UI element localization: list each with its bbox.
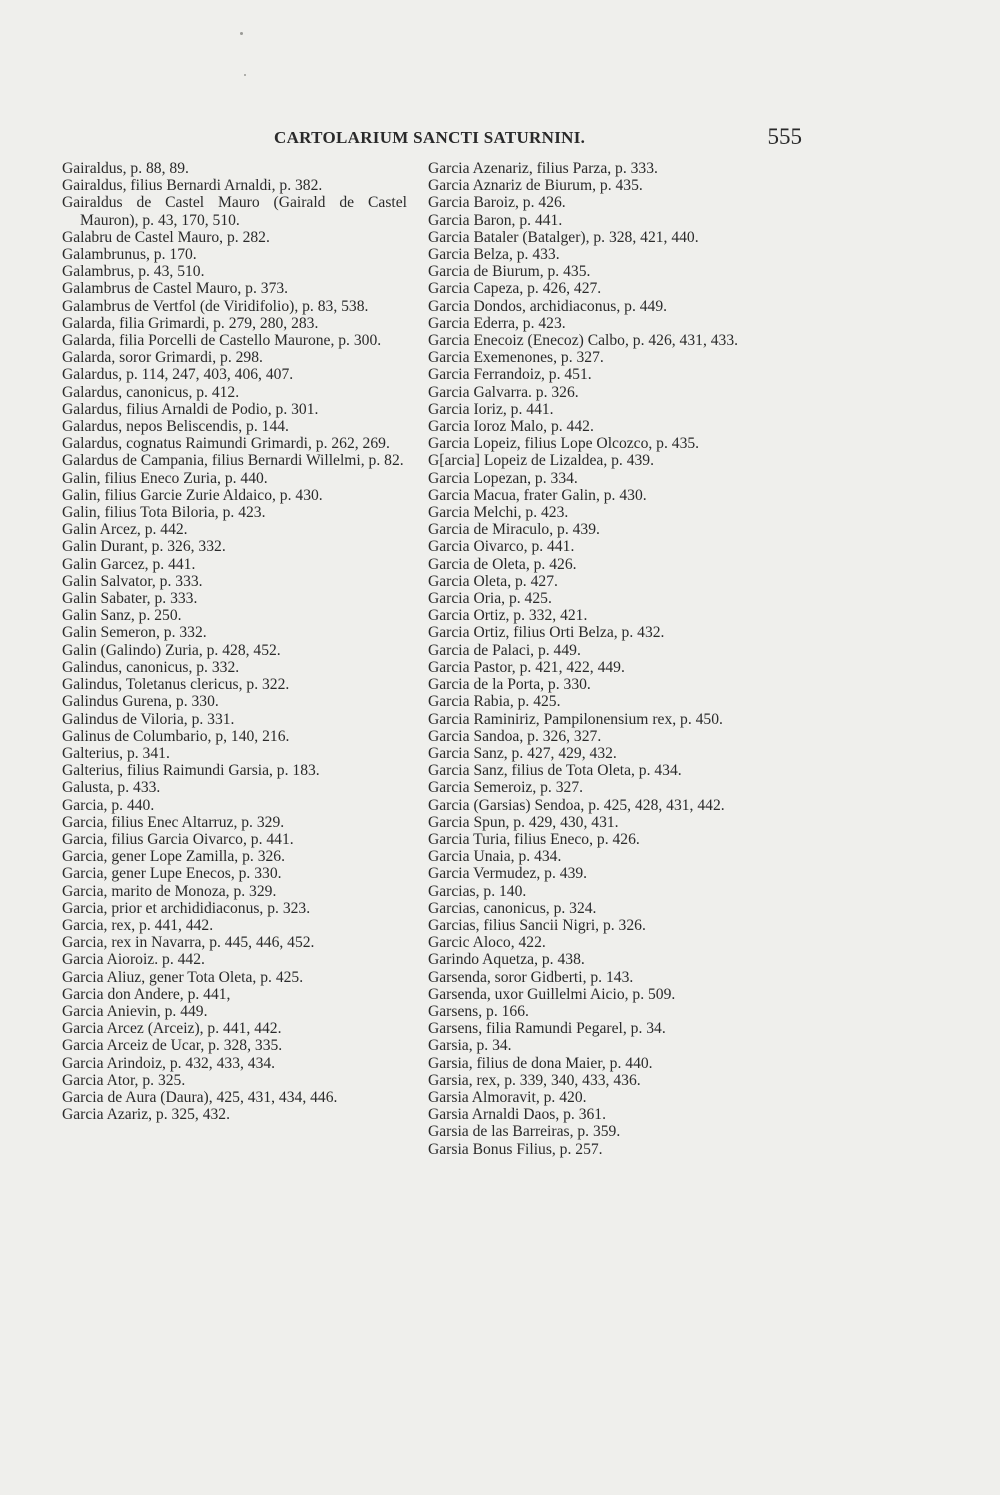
index-entry: Garcia Aznariz de Biurum, p. 435. [428, 177, 643, 195]
index-entry: Galarda, filia Porcelli de Castello Maurone, p. 300. [62, 332, 382, 350]
index-entry: Garcia (Garsias) Sendoa, p. 425, 428, 431, 442. [428, 796, 725, 814]
index-entry: Garcia Aliuz, gener Tota Oleta, p. 425. [62, 968, 304, 986]
index-entry: Garcia de Aura (Daura), 425, 431, 434, 446. [62, 1088, 338, 1106]
index-entry: Gairaldus de Castel Mauro (Gairald de Castel Mauron), p. 43, 170, 510. [62, 194, 407, 229]
index-entry: Galardus, nepos Beliscendis, p. 144. [62, 418, 289, 436]
index-entry: Galin Sanz, p. 250. [62, 607, 182, 625]
index-entry: Garsenda, uxor Guillelmi Aicio, p. 509. [428, 985, 676, 1003]
index-entry: Garcia Ator, p. 325. [62, 1071, 186, 1089]
index-entry: Garcia Macua, frater Galin, p. 430. [428, 486, 647, 504]
index-entry: Garsia Almoravit, p. 420. [428, 1088, 587, 1106]
index-entry: Garcia Arceiz de Ucar, p. 328, 335. [62, 1037, 283, 1055]
index-entry: Garcias, p. 140. [428, 882, 527, 900]
index-entry: Garcia Rabia, p. 425. [428, 693, 561, 711]
index-entry: Galambrus, p. 43, 510. [62, 263, 205, 281]
index-entry: Galin, filius Tota Biloria, p. 423. [62, 504, 266, 522]
index-entry: Garcia de Oleta, p. 426. [428, 555, 577, 573]
index-column-right [428, 160, 773, 1158]
page-header [60, 124, 802, 154]
index-entry: Garcia Pastor, p. 421, 422, 449. [428, 658, 625, 676]
index-entry: Galindus, canonicus, p. 332. [62, 658, 240, 676]
index-entry: Garcia Lopezan, p. 334. [428, 469, 578, 487]
index-entry: Garcia, prior et archididiaconus, p. 323. [62, 899, 311, 917]
index-entry: Garcia, filius Garcia Oivarco, p. 441. [62, 830, 294, 848]
index-entry: Galin (Galindo) Zuria, p. 428, 452. [62, 641, 281, 659]
index-entry: Garcia, marito de Monoza, p. 329. [62, 882, 277, 900]
index-entry: Garcia Azariz, p. 325, 432. [62, 1106, 231, 1124]
index-entry: Garcia Capeza, p. 426, 427. [428, 280, 602, 298]
index-entry: Garsia Bonus Filius, p. 257. [428, 1140, 603, 1158]
index-entry: Garcia Ederra, p. 423. [428, 314, 566, 332]
index-entry: Garcia Aioroiz. p. 442. [62, 951, 205, 969]
index-entry: Garcias, canonicus, p. 324. [428, 899, 597, 917]
index-entry: Garcic Aloco, 422. [428, 934, 546, 952]
index-entry: Galindus, Toletanus clericus, p. 322. [62, 676, 290, 694]
page-number: 555 [767, 124, 802, 149]
index-entry: Garcia Sanz, filius de Tota Oleta, p. 434. [428, 762, 682, 780]
index-entry: Garcia Anievin, p. 449. [62, 1002, 208, 1020]
index-entry: Galterius, filius Raimundi Garsia, p. 183. [62, 762, 320, 780]
index-entry: Garcia Belza, p. 433. [428, 246, 560, 264]
index-entry: Galambrunus, p. 170. [62, 246, 197, 264]
index-entry: Galin Semeron, p. 332. [62, 624, 207, 642]
index-entry: Galusta, p. 433. [62, 779, 161, 797]
index-entry: Garcia don Andere, p. 441, [62, 985, 231, 1003]
index-entry: Garsia, p. 34. [428, 1037, 512, 1055]
index-entry: Galin Durant, p. 326, 332. [62, 538, 226, 556]
index-entry: Galindus de Viloria, p. 331. [62, 710, 235, 728]
index-entry: Garsia, rex, p. 339, 340, 433, 436. [428, 1071, 641, 1089]
index-entry: Garcia, rex in Navarra, p. 445, 446, 452. [62, 934, 315, 952]
index-entry: Garcia Baroiz, p. 426. [428, 194, 566, 212]
index-entry: Garcia Spun, p. 429, 430, 431. [428, 813, 619, 831]
index-entry: Garcia Semeroiz, p. 327. [428, 779, 584, 797]
index-entry: Garcia de Biurum, p. 435. [428, 263, 591, 281]
index-entry: Galardus, canonicus, p. 412. [62, 383, 240, 401]
index-entry: Galambrus de Vertfol (de Viridifolio), p. 83, 538. [62, 297, 369, 315]
index-entry: Galarda, filia Grimardi, p. 279, 280, 283. [62, 314, 319, 332]
index-entry: Garcia Oleta, p. 427. [428, 572, 558, 590]
index-entry: Galabru de Castel Mauro, p. 282. [62, 228, 270, 246]
running-title: CARTOLARIUM SANCTI SATURNINI. [274, 128, 586, 147]
index-entry: Galardus, cognatus Raimundi Grimardi, p. 262, 269. [62, 435, 390, 453]
index-entry: Garcia Sandoa, p. 326, 327. [428, 727, 602, 745]
index-entry: Garcia Unaia, p. 434. [428, 848, 562, 866]
index-entry: Garcia Sanz, p. 427, 429, 432. [428, 744, 617, 762]
index-entry: Garsia, filius de dona Maier, p. 440. [428, 1054, 653, 1072]
index-entry: Galardus de Campania, filius Bernardi Willelmi, p. 82. [62, 452, 404, 470]
index-entry: Galin Sabater, p. 333. [62, 590, 198, 608]
index-entry: Galindus Gurena, p. 330. [62, 693, 219, 711]
index-entry: Garcia Enecoiz (Enecoz) Calbo, p. 426, 431, 433. [428, 332, 739, 350]
index-entry: Galambrus de Castel Mauro, p. 373. [62, 280, 289, 298]
index-entry: Galin Arcez, p. 442. [62, 521, 188, 539]
index-entry: Garcia Ortiz, p. 332, 421. [428, 607, 588, 625]
index-entry: Garcia, p. 440. [62, 796, 155, 814]
index-entry: Garcia Melchi, p. 423. [428, 504, 569, 522]
index-entry: Garcia Arcez (Arceiz), p. 441, 442. [62, 1020, 282, 1038]
index-entry: Galterius, p. 341. [62, 744, 170, 762]
index-entry: Galin Salvator, p. 333. [62, 572, 203, 590]
index-entry: Garcia de la Porta, p. 330. [428, 676, 591, 694]
ink-speck [240, 32, 243, 35]
index-entry: Garcia Dondos, archidiaconus, p. 449. [428, 297, 668, 315]
index-entry: Gairaldus, p. 88, 89. [62, 160, 189, 177]
index-entry: Garsia de las Barreiras, p. 359. [428, 1123, 621, 1141]
index-entry: Garcia Ortiz, filius Orti Belza, p. 432. [428, 624, 665, 642]
index-entry: Garcia Galvarra. p. 326. [428, 383, 579, 401]
index-entry: Garcia Bataler (Batalger), p. 328, 421, 440. [428, 228, 699, 246]
index-entry: Garcia Lopeiz, filius Lope Olcozco, p. 435. [428, 435, 700, 453]
index-entry: Garsenda, soror Gidberti, p. 143. [428, 968, 634, 986]
index-entry: Garcia, rex, p. 441, 442. [62, 916, 214, 934]
index-column-left [62, 160, 407, 1123]
index-entry: Galin, filius Eneco Zuria, p. 440. [62, 469, 268, 487]
index-entry: Garcia Ioroz Malo, p. 442. [428, 418, 594, 436]
index-entry: Garcia, gener Lope Zamilla, p. 326. [62, 848, 285, 866]
index-entry: Garcia Ferrandoiz, p. 451. [428, 366, 592, 384]
index-entry: Garcia Ioriz, p. 441. [428, 400, 554, 418]
index-entry: Garsens, p. 166. [428, 1002, 529, 1020]
index-entry: Galin Garcez, p. 441. [62, 555, 196, 573]
index-entry: Garcia Exemenones, p. 327. [428, 349, 604, 367]
index-entry: Garcia Raminiriz, Pampilonensium rex, p. 450. [428, 710, 723, 728]
index-entry: Garcia Azenariz, filius Parza, p. 333. [428, 160, 658, 177]
index-entry: Garcia Baron, p. 441. [428, 211, 563, 229]
index-entry: Galardus, filius Arnaldi de Podio, p. 301. [62, 400, 319, 418]
index-entry: Garcia, filius Enec Altarruz, p. 329. [62, 813, 285, 831]
index-entry: Garcia de Palaci, p. 449. [428, 641, 581, 659]
index-entry: G[arcia] Lopeiz de Lizaldea, p. 439. [428, 452, 654, 470]
index-entry: Galin, filius Garcie Zurie Aldaico, p. 430. [62, 486, 323, 504]
index-entry: Garsia Arnaldi Daos, p. 361. [428, 1106, 606, 1124]
index-entry: Galinus de Columbario, p, 140, 216. [62, 727, 290, 745]
index-entry: Garcia Oria, p. 425. [428, 590, 552, 608]
index-entry: Garcia Vermudez, p. 439. [428, 865, 588, 883]
ink-speck [244, 74, 246, 76]
index-entry: Garcia Arindoiz, p. 432, 433, 434. [62, 1054, 276, 1072]
index-entry: Garcias, filius Sancii Nigri, p. 326. [428, 916, 646, 934]
index-entry: Galardus, p. 114, 247, 403, 406, 407. [62, 366, 294, 384]
index-entry: Gairaldus, filius Bernardi Arnaldi, p. 382. [62, 177, 323, 195]
index-entry: Garcia Turia, filius Eneco, p. 426. [428, 830, 640, 848]
index-entry: Garcia, gener Lupe Enecos, p. 330. [62, 865, 282, 883]
index-entry: Garindo Aquetza, p. 438. [428, 951, 585, 969]
index-entry: Garcia Oivarco, p. 441. [428, 538, 575, 556]
index-entry: Galarda, soror Grimardi, p. 298. [62, 349, 263, 367]
index-entry: Garsens, filia Ramundi Pegarel, p. 34. [428, 1020, 666, 1038]
index-entry: Garcia de Miraculo, p. 439. [428, 521, 600, 539]
